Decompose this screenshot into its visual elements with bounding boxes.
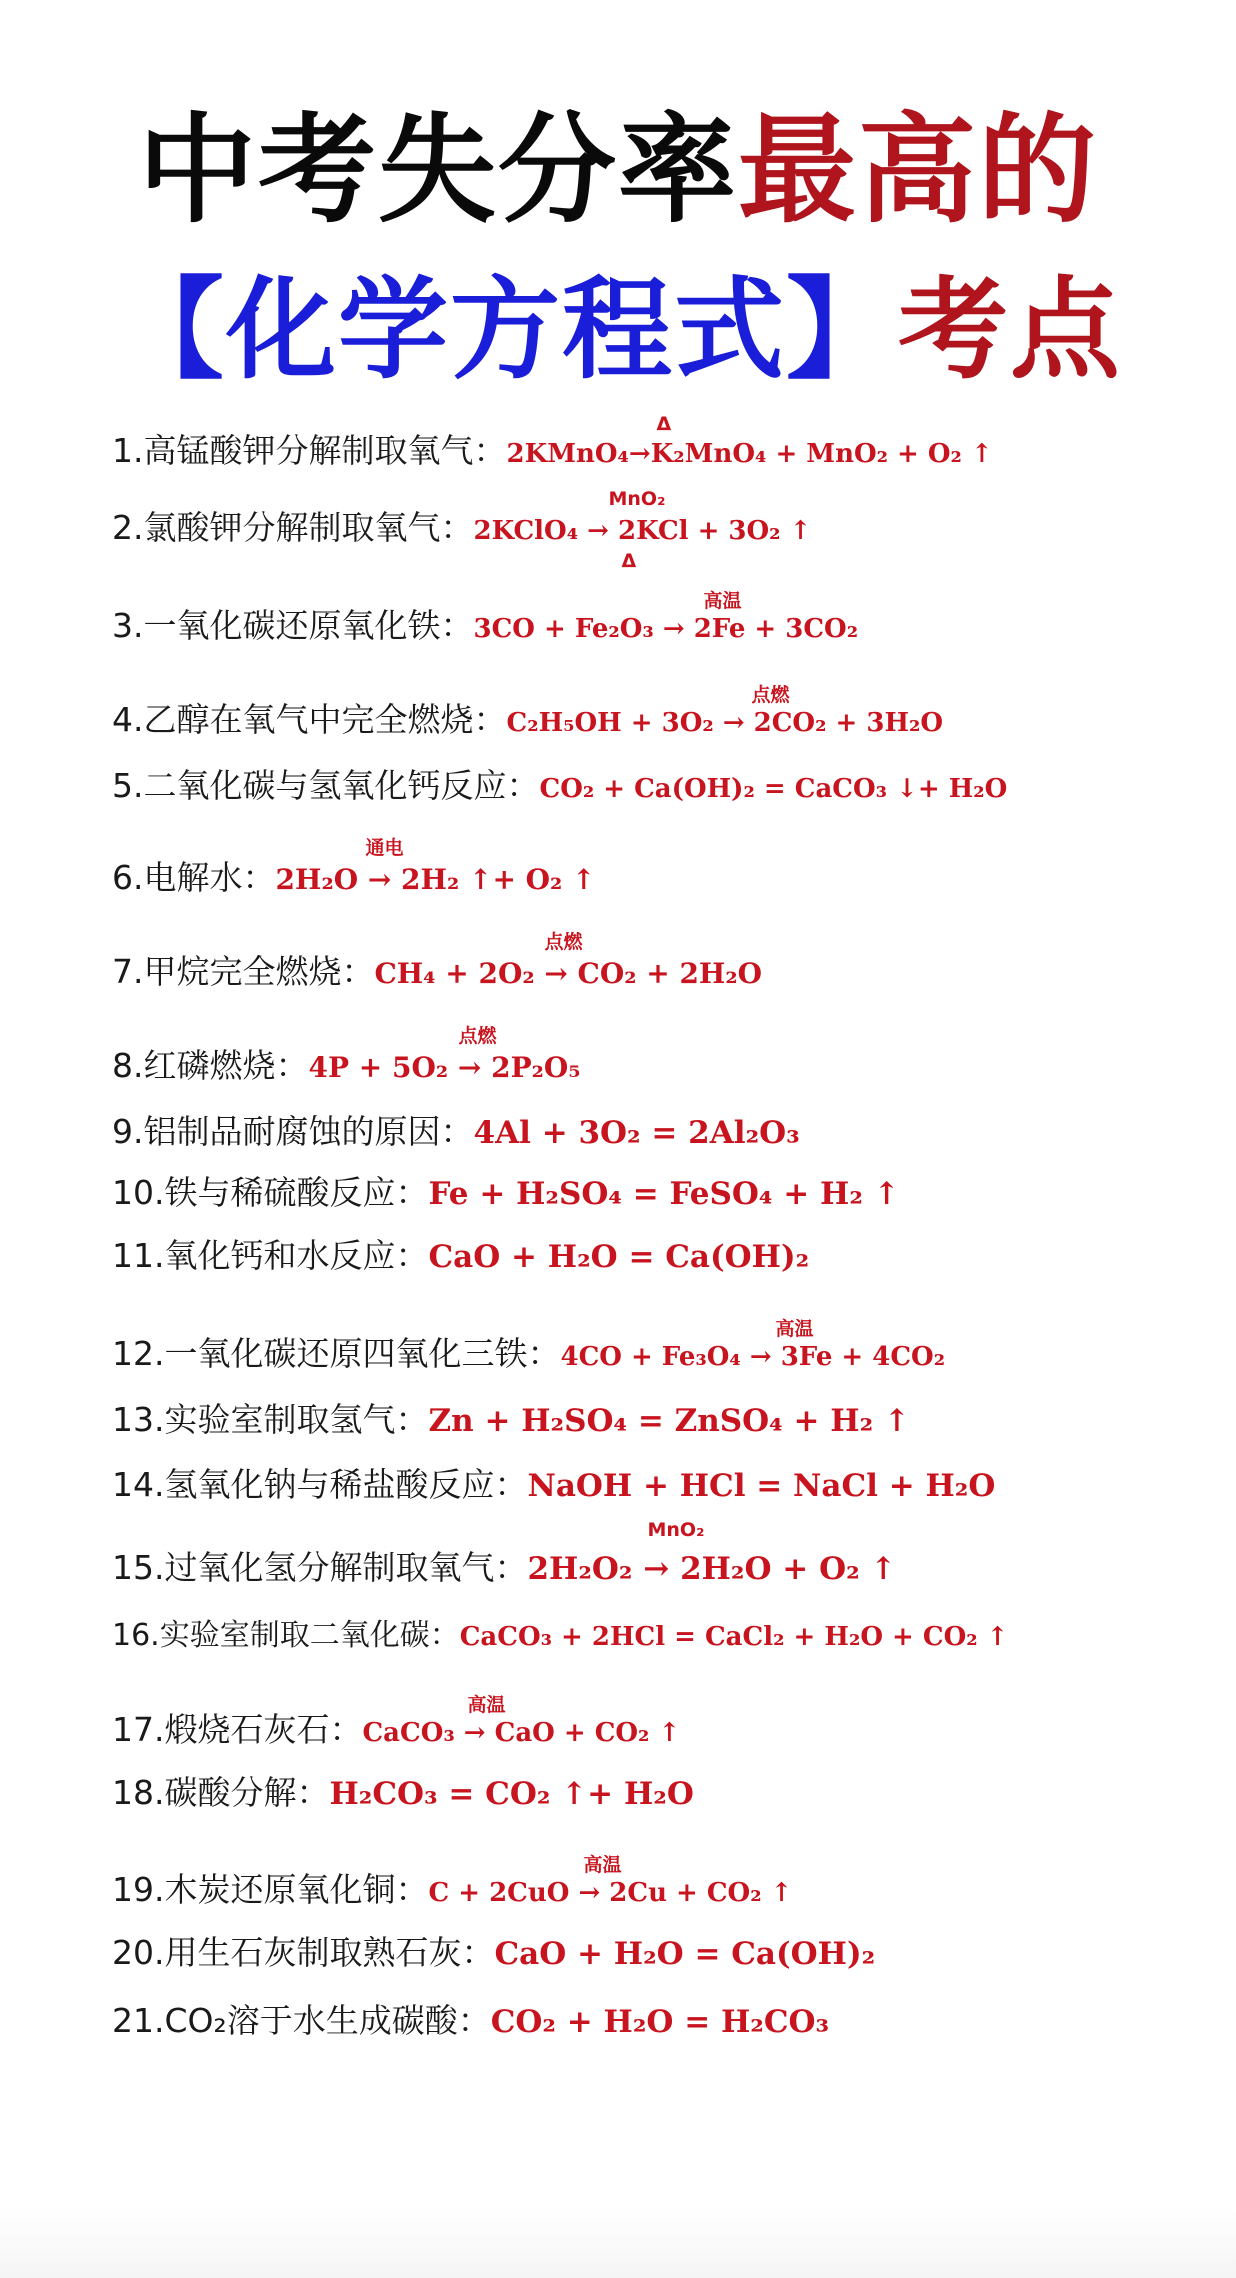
item-equation: 高温 C + 2CuO → 2Cu + CO₂ ↑ bbox=[428, 1878, 792, 1908]
item-equation: CO₂ + H₂O = H₂CO₃ bbox=[490, 2004, 830, 2040]
list-item bbox=[112, 1106, 800, 1153]
item-label: 3.一氧化碳还原氧化铁： bbox=[112, 606, 474, 645]
item-equation: CO₂ + Ca(OH)₂ = CaCO₃ ↓+ H₂O bbox=[539, 774, 1008, 804]
list-item bbox=[112, 1694, 681, 1751]
item-label: 14.氢氧化钠与稀盐酸反应： bbox=[112, 1465, 528, 1504]
item-equation: MnO₂ 2H₂O₂ → 2H₂O + O₂ ↑ bbox=[527, 1519, 897, 1587]
title-text-blue: 化学方程式 bbox=[226, 266, 786, 394]
list-item bbox=[112, 488, 812, 572]
list-item bbox=[112, 1927, 875, 1974]
item-equation: CaCO₃ + 2HCl = CaCl₂ + H₂O + CO₂ ↑ bbox=[459, 1622, 1009, 1652]
item-condition: MnO₂ bbox=[647, 1519, 705, 1541]
item-label: 6.电解水： bbox=[112, 858, 276, 897]
bottom-fade bbox=[0, 2208, 1236, 2278]
item-label: 18.碳酸分解： bbox=[112, 1773, 330, 1812]
item-label: 21.CO₂溶于水生成碳酸： bbox=[112, 2001, 491, 2040]
list-item bbox=[112, 590, 859, 647]
list-item bbox=[112, 760, 1007, 807]
list-item bbox=[112, 1995, 829, 2042]
item-condition: 点燃 bbox=[751, 684, 790, 706]
item-label: 19.木炭还原氧化铜： bbox=[112, 1870, 429, 1909]
item-equation: 高温 4CO + Fe₃O₄ → 3Fe + 4CO₂ bbox=[560, 1342, 945, 1372]
list-item bbox=[112, 931, 763, 993]
title-bracket-open: 【 bbox=[114, 266, 226, 394]
item-equation: CaO + H₂O = Ca(OH)₂ bbox=[494, 1936, 876, 1972]
item-label: 9.铝制品耐腐蚀的原因： bbox=[112, 1112, 474, 1151]
title-text-black: 中考失分率 bbox=[137, 101, 738, 239]
item-equation: CaO + H₂O = Ca(OH)₂ bbox=[428, 1239, 810, 1275]
item-equation: 通电 2H₂O → 2H₂ ↑+ O₂ ↑ bbox=[276, 863, 596, 896]
item-equation: 高温 CaCO₃ → CaO + CO₂ ↑ bbox=[362, 1718, 680, 1748]
item-condition: 高温 bbox=[467, 1694, 506, 1716]
list-item bbox=[112, 1767, 694, 1814]
list-item bbox=[112, 413, 993, 472]
item-equation: Fe + H₂SO₄ = FeSO₄ + H₂ ↑ bbox=[428, 1176, 900, 1212]
item-condition: 通电 bbox=[365, 837, 404, 859]
item-equation: MnO₂ Δ 2KClO₄ → 2KCl + 3O₂ ↑ bbox=[473, 488, 812, 572]
item-condition-below: Δ bbox=[621, 550, 637, 572]
list-item bbox=[112, 1025, 581, 1087]
list-item bbox=[112, 1394, 910, 1441]
item-equation: 高温 3CO + Fe₂O₃ → 2Fe + 3CO₂ bbox=[474, 614, 859, 644]
list-item bbox=[112, 1230, 809, 1277]
item-equation: NaOH + HCl = NaCl + H₂O bbox=[527, 1468, 996, 1504]
list-item bbox=[112, 1318, 946, 1375]
item-label: 10.铁与稀硫酸反应： bbox=[112, 1173, 429, 1212]
list-item bbox=[112, 684, 944, 741]
title-line-1 bbox=[0, 100, 1236, 240]
item-equation: 点燃 4P + 5O₂ → 2P₂O₅ bbox=[309, 1051, 581, 1084]
list-item bbox=[112, 1519, 897, 1589]
item-condition: 高温 bbox=[775, 1318, 814, 1340]
title-bracket-close: 】 bbox=[786, 266, 898, 394]
item-label: 17.煅烧石灰石： bbox=[112, 1710, 363, 1749]
item-equation: 4Al + 3O₂ = 2Al₂O₃ bbox=[473, 1115, 800, 1151]
title-line-2 bbox=[0, 265, 1236, 395]
item-equation: 点燃 C₂H₅OH + 3O₂ → 2CO₂ + 3H₂O bbox=[507, 708, 944, 738]
item-label: 13.实验室制取氢气： bbox=[112, 1400, 429, 1439]
item-label: 5.二氧化碳与氢氧化钙反应： bbox=[112, 766, 540, 805]
item-label: 20.用生石灰制取熟石灰： bbox=[112, 1933, 495, 1972]
list-item bbox=[112, 1167, 900, 1214]
item-equation: H₂CO₃ = CO₂ ↑+ H₂O bbox=[329, 1776, 694, 1812]
item-condition: MnO₂ bbox=[608, 488, 666, 510]
item-label: 7.甲烷完全燃烧： bbox=[112, 952, 375, 991]
item-condition: Δ bbox=[656, 413, 672, 435]
item-label: 12.一氧化碳还原四氧化三铁： bbox=[112, 1334, 561, 1373]
list-item bbox=[112, 1854, 793, 1911]
item-equation: 点燃 CH₄ + 2O₂ → CO₂ + 2H₂O bbox=[375, 957, 763, 990]
item-label: 4.乙醇在氧气中完全燃烧： bbox=[112, 700, 507, 739]
item-label: 15.过氧化氢分解制取氧气： bbox=[112, 1548, 528, 1587]
item-label: 2.氯酸钾分解制取氧气： bbox=[112, 508, 474, 547]
item-equation: Zn + H₂SO₄ = ZnSO₄ + H₂ ↑ bbox=[428, 1403, 910, 1439]
list-item bbox=[112, 1610, 1008, 1654]
item-condition: 点燃 bbox=[544, 931, 583, 953]
list-item bbox=[112, 1459, 995, 1506]
item-condition: 高温 bbox=[703, 590, 742, 612]
title-text-red-2: 考点 bbox=[898, 266, 1122, 394]
item-label: 16.实验室制取二氧化碳： bbox=[112, 1618, 460, 1653]
item-label: 11.氧化钙和水反应： bbox=[112, 1236, 429, 1275]
list-item bbox=[112, 837, 596, 899]
item-condition: 点燃 bbox=[458, 1025, 497, 1047]
item-equation: Δ 2KMnO₄→K₂MnO₄ + MnO₂ + O₂ ↑ bbox=[506, 413, 993, 469]
item-label: 8.红磷燃烧： bbox=[112, 1046, 309, 1085]
item-condition: 高温 bbox=[583, 1854, 622, 1876]
title-text-red: 最高的 bbox=[738, 101, 1099, 239]
item-label: 1.高锰酸钾分解制取氧气： bbox=[112, 431, 507, 470]
